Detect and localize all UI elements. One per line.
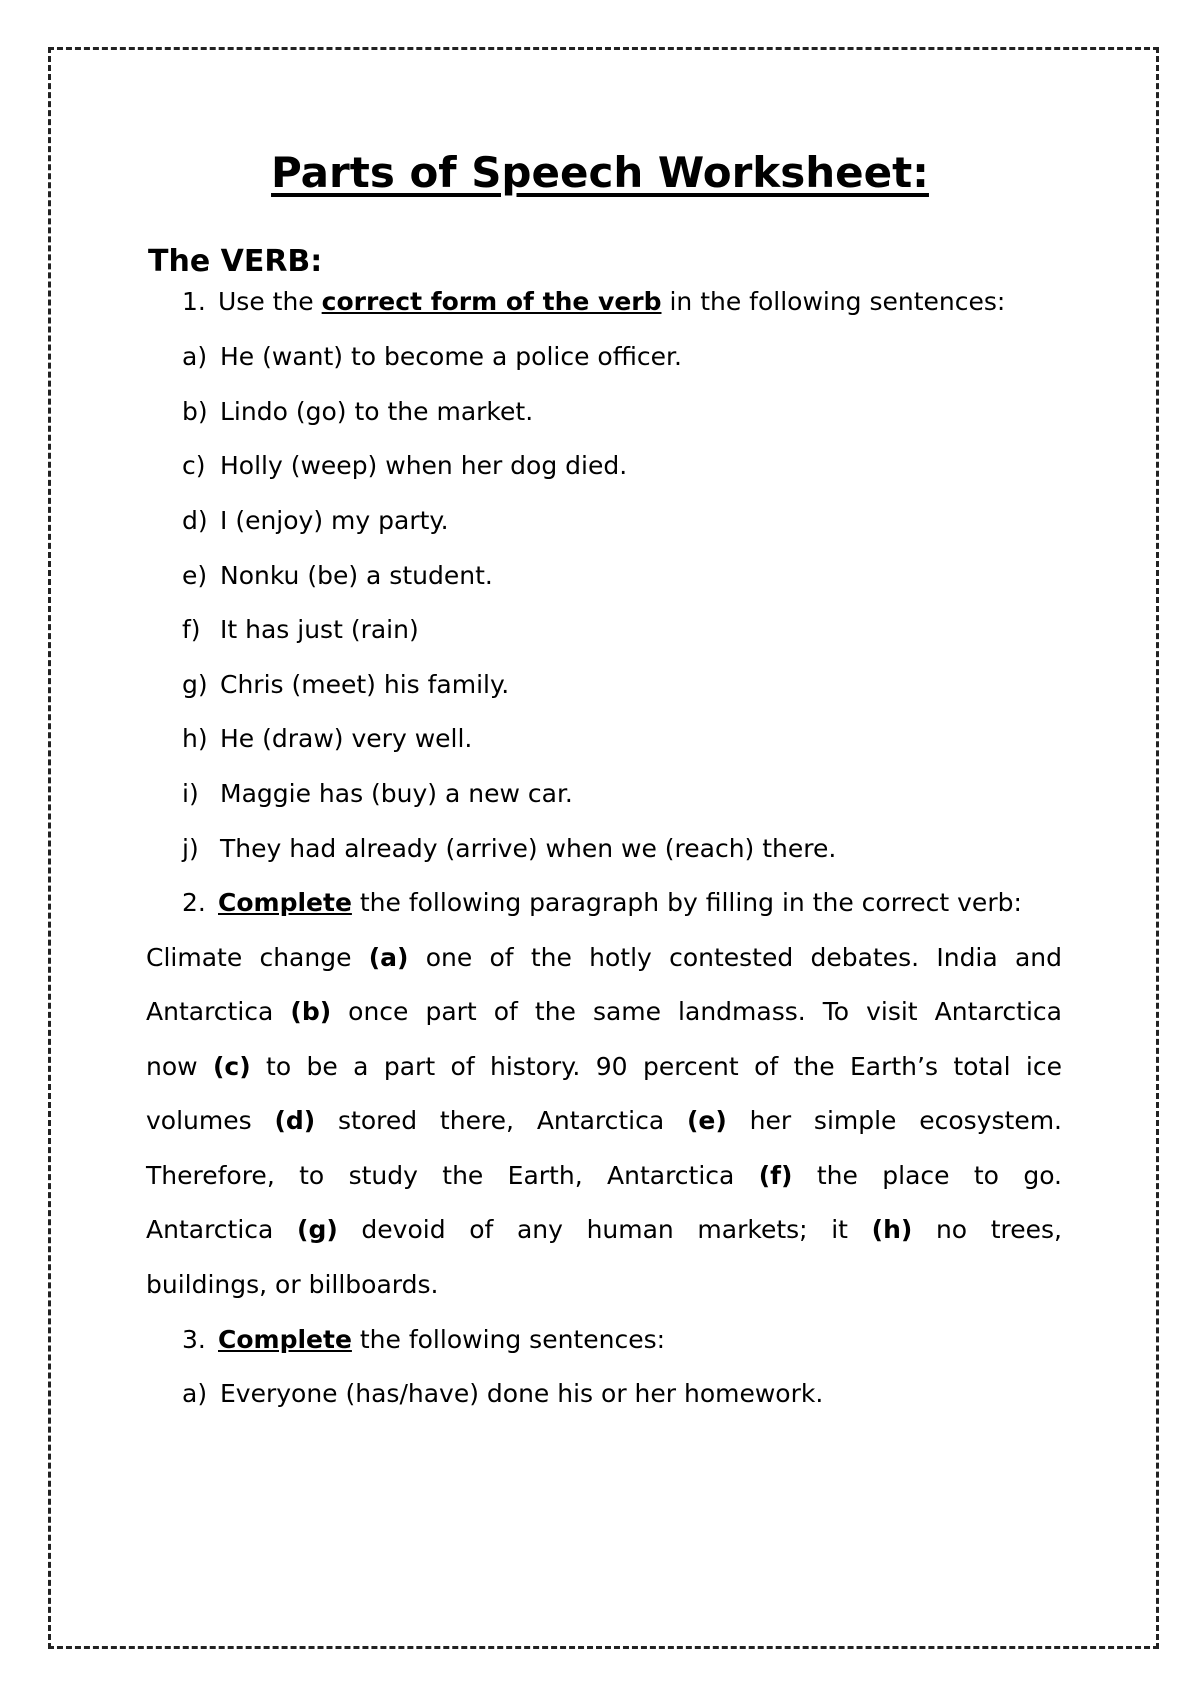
list-item: a) He (want) to become a police officer. [182, 342, 682, 371]
paragraph-line: buildings, or billboards. [146, 1270, 439, 1299]
question-number: 3. [182, 1325, 206, 1354]
question-1: 1. Use the correct form of the verb in the following sentences: [182, 287, 1006, 316]
emphasis: Complete [218, 1325, 352, 1354]
emphasis: correct form of the verb [321, 287, 662, 316]
question-number: 2. [182, 888, 206, 917]
blank-marker: (g) [297, 1215, 338, 1244]
paragraph-line: volumes (d) stored there, Antarctica (e) her simple ecosystem. [146, 1106, 1062, 1135]
worksheet-title: Parts of Speech Worksheet: [271, 148, 929, 197]
blank-marker: (b) [290, 997, 332, 1026]
blank-marker: (a) [368, 943, 409, 972]
list-item: e) Nonku (be) a student. [182, 561, 493, 590]
blank-marker: (f) [758, 1161, 793, 1190]
list-item: g) Chris (meet) his family. [182, 670, 510, 699]
question-3: 3. Complete the following sentences: [182, 1325, 666, 1354]
blank-marker: (e) [686, 1106, 727, 1135]
section-heading: The VERB: [148, 244, 323, 279]
paragraph-line: Antarctica (g) devoid of any human markets; it (h) no trees, [146, 1215, 1063, 1244]
question-2: 2. Complete the following paragraph by filling in the correct verb: [182, 888, 1022, 917]
blank-marker: (c) [212, 1052, 251, 1081]
list-item: b) Lindo (go) to the market. [182, 397, 534, 426]
paragraph-line: now (c) to be a part of history. 90 percent of the Earth’s total ice [146, 1052, 1062, 1081]
paragraph-line: Therefore, to study the Earth, Antarctica (f) the place to go. [146, 1161, 1062, 1190]
list-item: c) Holly (weep) when her dog died. [182, 451, 628, 480]
list-item: d) I (enjoy) my party. [182, 506, 449, 535]
question-number: 1. [182, 287, 206, 316]
list-item: i) Maggie has (buy) a new car. [182, 779, 573, 808]
blank-marker: (h) [871, 1215, 913, 1244]
blank-marker: (d) [274, 1106, 316, 1135]
paragraph-line: Antarctica (b) once part of the same landmass. To visit Antarctica [146, 997, 1062, 1026]
list-item: f) It has just (rain) [182, 615, 419, 644]
list-item: h) He (draw) very well. [182, 724, 473, 753]
emphasis: Complete [218, 888, 352, 917]
list-item: a) Everyone (has/have) done his or her homework. [182, 1379, 824, 1408]
list-item: j) They had already (arrive) when we (reach) there. [182, 834, 837, 863]
paragraph-line: Climate change (a) one of the hotly contested debates. India and [146, 943, 1062, 972]
